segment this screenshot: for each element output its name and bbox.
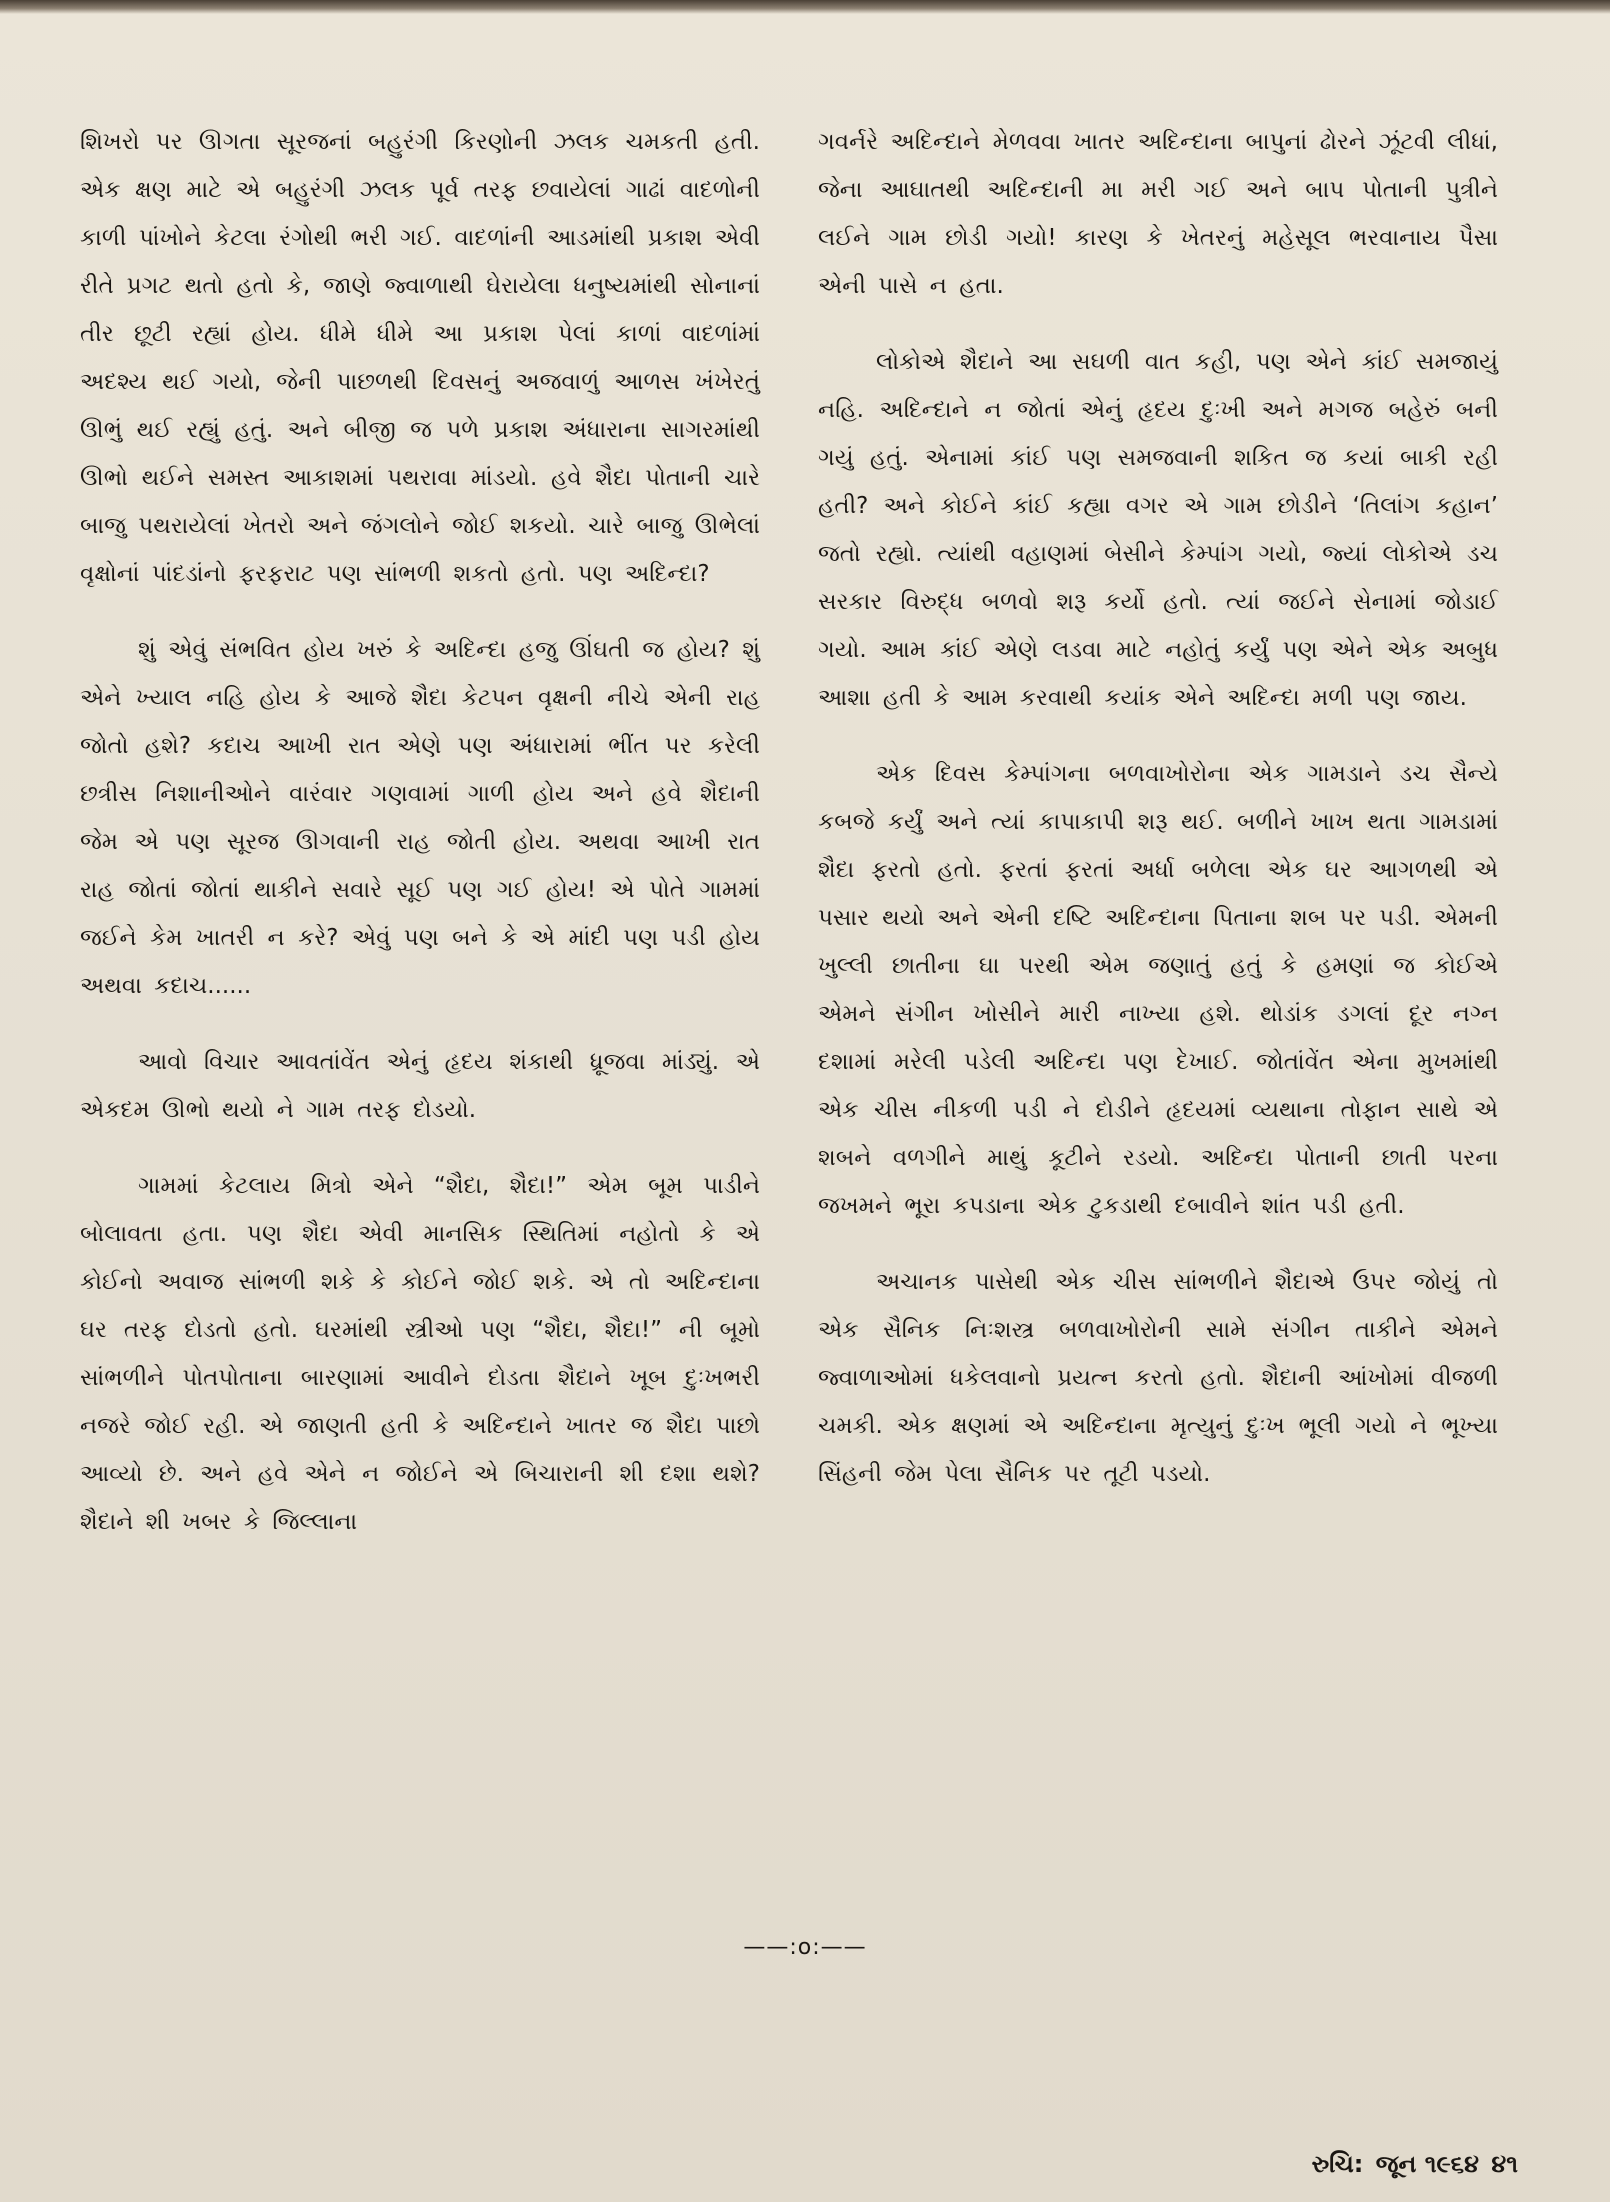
- paragraph: ગામમાં કેટલાય મિત્રો એને “શૈદા, શૈદા!” એમ બૂમ પાડીને બોલાવતા હતા. પણ શૈદા એવી માનસિક સ્થિતિમાં નહોતો કે એ કોઈનો અવાજ સાંભળી શકે કે કોઈને જોઈ શકે. એ તો અદિન્દાના ઘર તરફ દોડતો હતો. ઘરમાંથી સ્ત્રીઓ પણ “શૈદા, શૈદા!” ની બૂમો સાંભળીને પોતપોતાના બારણામાં આવીને દોડતા શૈદાને ખૂબ દુઃખભરી નજરે જોઈ રહી. એ જાણતી હતી કે અદિન્દાને ખાતર જ શૈદા પાછો આવ્યો છે. અને હવે એને ન જોઈને એ બિચારાની શી દશા થશે? શૈદાને શી ખબર કે જિલ્લાના: [80, 1173, 760, 1535]
- paragraph: લોકોએ શૈદાને આ સઘળી વાત કહી, પણ એને કાંઈ સમજાયું નહિ. અદિન્દાને ન જોતાં એનું હૃદય દુઃખી અને મગજ બહેરું બની ગયું હતું. એનામાં કાંઈ પણ સમજવાની શકિત જ કયાં બાકી રહી હતી? અને કોઈને કાંઈ કહ્યા વગર એ ગામ છોડીને ‘તિલાંગ કહાન’ જતો રહ્યો. ત્યાંથી વહાણમાં બેસીને કેમ્પાંગ ગયો, જ્યાં લોકોએ ડચ સરકાર વિરુદ્ધ બળવો શરૂ કર્યો હતો. ત્યાં જઈને સેનામાં જોડાઈ ગયો. આમ કાંઈ એણે લડવા માટે નહોતું કર્યું પણ એને એક અબુધ આશા હતી કે આમ કરવાથી કયાંક એને અદિન્દા મળી પણ જાય.: [818, 349, 1498, 711]
- paragraph: ગવર્નરે અદિન્દાને મેળવવા ખાતર અદિન્દાના બાપુનાં ઢોરને ઝૂંટવી લીધાં, જેના આઘાતથી અદિન્દાની મા મરી ગઈ અને બાપ પોતાની પુત્રીને લઈને ગામ છોડી ગયો! કારણ કે ખેતરનું મહેસૂલ ભરવાનાય પૈસા એની પાસે ન હતા.: [818, 129, 1498, 299]
- page-top-edge: [0, 0, 1610, 14]
- right-column: [818, 118, 1498, 1526]
- page-footer: [1308, 2150, 1518, 2178]
- left-column: [80, 118, 760, 1574]
- issue-date: જૂન ૧૯૬૪: [1375, 2150, 1479, 2178]
- magazine-name: રુચિ:: [1311, 2150, 1364, 2178]
- paragraph: શિખરો પર ઊગતા સૂરજનાં બહુરંગી કિરણોની ઝલક ચમકતી હતી. એક ક્ષણ માટે એ બહુરંગી ઝલક પૂર્વ તરફ છવાયેલાં ગાઢાં વાદળોની કાળી પાંખોને કેટલા રંગોથી ભરી ગઈ. વાદળાંની આડમાંથી પ્રકાશ એવી રીતે પ્રગટ થતો હતો કે, જાણે જ્વાળાથી ઘેરાયેલા ધનુષ્યમાંથી સોનાનાં તીર છૂટી રહ્યાં હોય. ધીમે ધીમે આ પ્રકાશ પેલાં કાળાં વાદળાંમાં અદશ્ય થઈ ગયો, જેની પાછળથી દિવસનું અજવાળું આળસ ખંખેરતું ઊભું થઈ રહ્યું હતું. અને બીજી જ પળે પ્રકાશ અંધારાના સાગરમાંથી ઊભો થઈને સમસ્ત આકાશમાં પથરાવા માંડયો. હવે શૈદા પોતાની ચારે બાજુ પથરાયેલાં ખેતરો અને જંગલોને જોઈ શકયો. ચારે બાજુ ઊભેલાં વૃક્ષોનાં પાંદડાંનો ફરફરાટ પણ સાંભળી શકતો હતો. પણ અદિન્દા?: [80, 129, 760, 587]
- paragraph: એક દિવસ કેમ્પાંગના બળવાખોરોના એક ગામડાને ડચ સૈન્યે કબજે કર્યું અને ત્યાં કાપાકાપી શરૂ થઈ. બળીને ખાખ થતા ગામડામાં શૈદા ફરતો હતો. ફરતાં ફરતાં અર્ધા બળેલા એક ઘર આગળથી એ પસાર થયો અને એની દષ્ટિ અદિન્દાના પિતાના શબ પર પડી. એમની ખુલ્લી છાતીના ઘા પરથી એમ જણાતું હતું કે હમણાં જ કોઈએ એમને સંગીન ખોસીને મારી નાખ્યા હશે. થોડાંક ડગલાં દૂર નગ્ન દશામાં મરેલી પડેલી અદિન્દા પણ દેખાઈ. જોતાંવેંત એના મુખમાંથી એક ચીસ નીકળી પડી ને દોડીને હૃદયમાં વ્યથાના તોફાન સાથે એ શબને વળગીને માથું કૂટીને રડયો. અદિન્દા પોતાની છાતી પરના જખમને ભૂરા કપડાના એક ટુકડાથી દબાવીને શાંત પડી હતી.: [818, 761, 1498, 1219]
- paragraph: અચાનક પાસેથી એક ચીસ સાંભળીને શૈદાએ ઉપર જોયું તો એક સૈનિક નિઃશસ્ત્ર બળવાખોરોની સામે સંગીન તાકીને એમને જ્વાળાઓમાં ધકેલવાનો પ્રયત્ન કરતો હતો. શૈદાની આંખોમાં વીજળી ચમકી. એક ક્ષણમાં એ અદિન્દાના મૃત્યુનું દુઃખ ભૂલી ગયો ને ભૂખ્યા સિંહની જેમ પેલા સૈનિક પર તૂટી પડયો.: [818, 1269, 1498, 1487]
- paragraph: આવો વિચાર આવતાંવેંત એનું હૃદય શંકાથી ધ્રૂજવા માંડ્યું. એ એકદમ ઊભો થયો ને ગામ તરફ દોડયો.: [80, 1049, 760, 1123]
- paragraph: શું એવું સંભવિત હોય ખરું કે અદિન્દા હજુ ઊંઘતી જ હોય? શું એને ખ્યાલ નહિ હોય કે આજે શૈદા કેટપન વૃક્ષની નીચે એની રાહ જોતો હશે? કદાચ આખી રાત એણે પણ અંધારામાં ભીંત પર કરેલી છત્રીસ નિશાનીઓને વારંવાર ગણવામાં ગાળી હોય અને હવે શૈદાની જેમ એ પણ સૂરજ ઊગવાની રાહ જોતી હોય. અથવા આખી રાત રાહ જોતાં જોતાં થાકીને સવારે સૂઈ પણ ગઈ હોય! એ પોતે ગામમાં જઈને કેમ ખાતરી ન કરે? એવું પણ બને કે એ માંદી પણ પડી હોય અથવા કદાચ......: [80, 637, 760, 999]
- page-number: ૪૧: [1491, 2150, 1518, 2178]
- section-separator: ——:o:——: [743, 1935, 867, 1960]
